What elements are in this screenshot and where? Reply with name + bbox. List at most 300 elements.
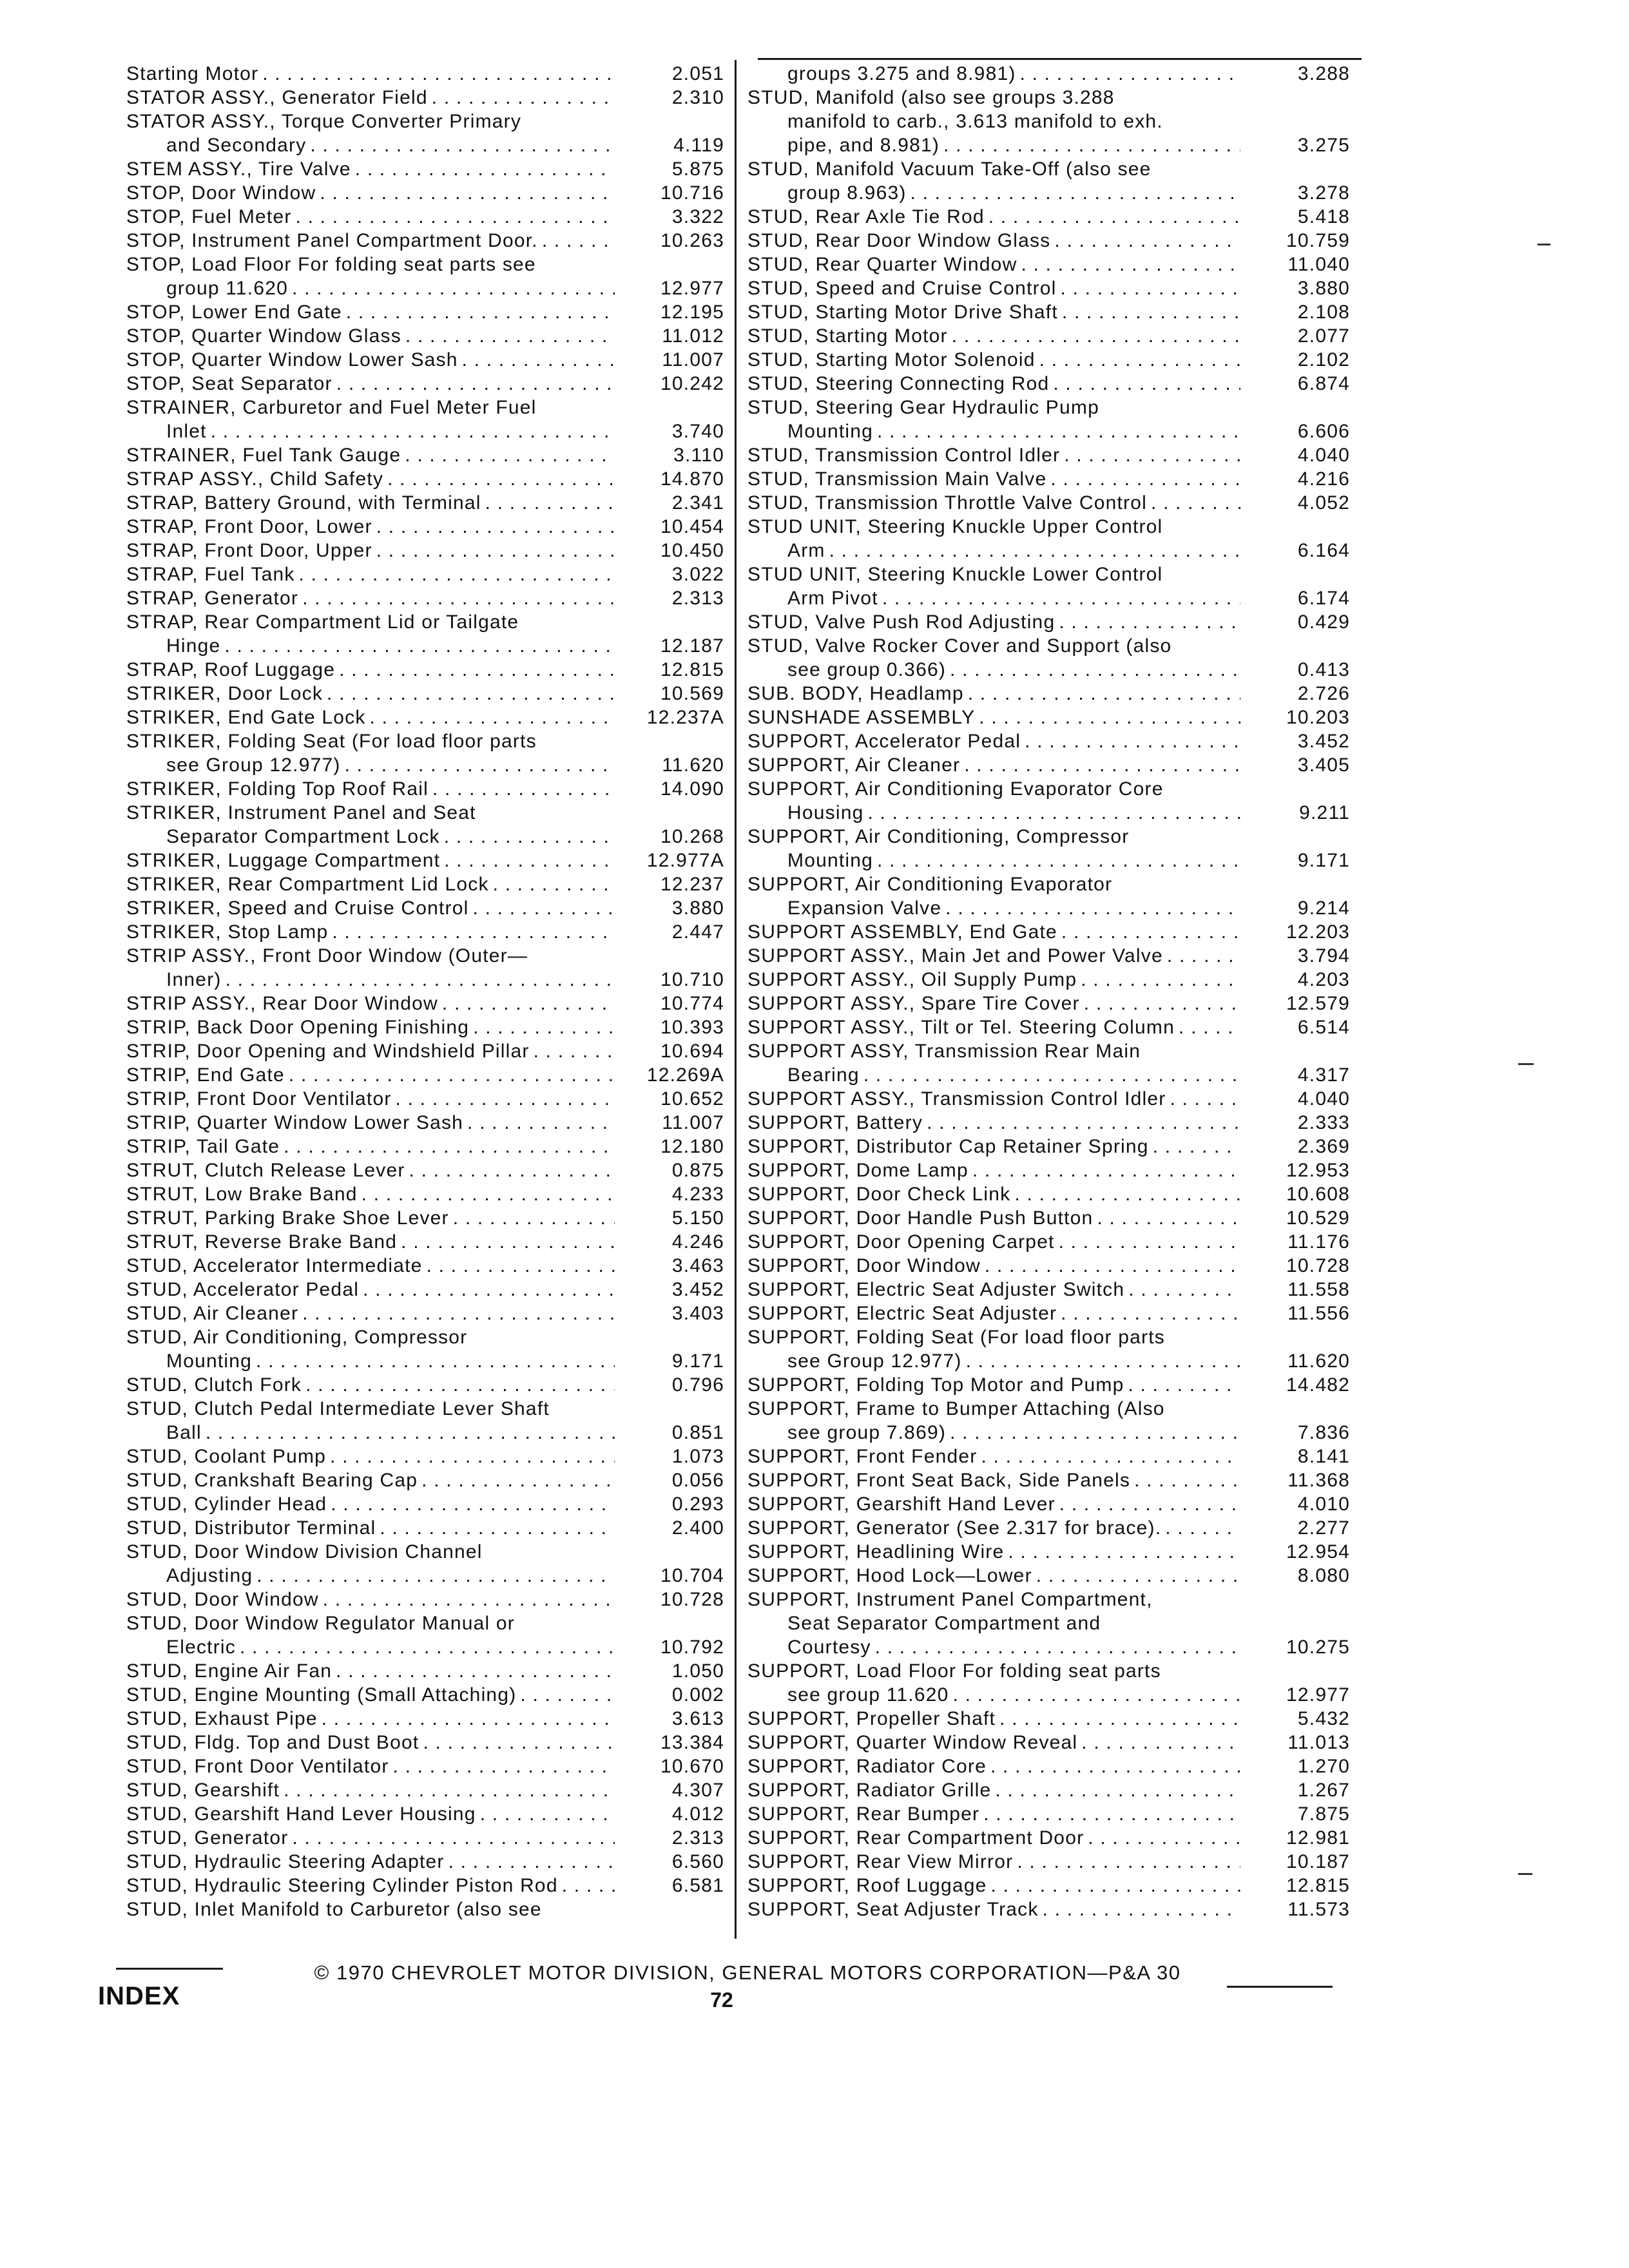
index-entry [747, 825, 1350, 872]
group-number: 12.981 [1286, 1827, 1350, 1849]
dot-leader [520, 1683, 615, 1707]
entry-title-line [126, 1516, 724, 1540]
entry-title-line [747, 1039, 1350, 1063]
dot-leader [911, 181, 1240, 205]
group-number: 11.012 [662, 325, 724, 347]
index-entry [126, 1850, 724, 1874]
entry-title-line [747, 1230, 1350, 1254]
entry-text: SUPPORT, Folding Seat (For load floor parts [747, 1327, 1165, 1348]
entry-title-line [747, 1802, 1350, 1826]
entry-continuation-line [126, 1421, 724, 1445]
dot-leader [990, 1754, 1240, 1778]
entry-title-line [747, 1254, 1350, 1278]
entry-title-line [126, 539, 724, 562]
group-number: 0.851 [671, 1422, 724, 1443]
index-entry [747, 872, 1350, 920]
dot-leader [1008, 1540, 1240, 1564]
entry-text: Arm [787, 540, 825, 561]
dot-leader [927, 1111, 1240, 1135]
index-entry [747, 1039, 1350, 1087]
entry-text: SUPPORT, Accelerator Pedal [747, 731, 1021, 752]
entry-title-line [126, 1683, 724, 1707]
dot-leader [1017, 1850, 1240, 1874]
index-entry [747, 682, 1350, 706]
entry-text: SUPPORT, Generator (See 2.317 for brace). [747, 1517, 1162, 1539]
entry-text: SUPPORT, Door Check Link [747, 1184, 1011, 1205]
entry-title-line [747, 229, 1350, 253]
index-entry [126, 539, 724, 562]
entry-text: STUD, Hydraulic Steering Cylinder Piston Rod [126, 1875, 558, 1896]
index-entry [126, 1230, 724, 1254]
group-number: 2.333 [1297, 1112, 1350, 1133]
dot-leader [950, 658, 1240, 682]
entry-title-line [747, 1778, 1350, 1802]
group-number: 9.214 [1297, 898, 1350, 919]
entry-title-line [747, 634, 1350, 658]
dot-leader [1170, 1087, 1240, 1111]
entry-text: SUPPORT ASSY., Transmission Control Idler [747, 1088, 1166, 1110]
index-entry [747, 1754, 1350, 1778]
group-number: 0.293 [671, 1494, 724, 1515]
entry-text: STOP, Seat Separator [126, 373, 333, 394]
index-entry [747, 1254, 1350, 1278]
entry-title-line [747, 729, 1350, 753]
entry-title-line [747, 1707, 1350, 1731]
entry-text: SUPPORT, Battery [747, 1112, 923, 1133]
group-number: 12.815 [1286, 1875, 1350, 1896]
group-number: 4.040 [1297, 1088, 1350, 1110]
dot-leader [336, 372, 615, 396]
dot-leader [380, 1516, 615, 1540]
entry-text: SUPPORT, Door Window [747, 1255, 981, 1276]
copyright-notice: © 1970 CHEVROLET MOTOR DIVISION, GENERAL MOTORS CORPORATION—P&A 30 [314, 1961, 1181, 1984]
entry-text: see Group 12.977) [166, 754, 341, 776]
group-number: 4.216 [1297, 468, 1350, 490]
entry-text: Ball [166, 1422, 202, 1443]
index-entry [126, 1039, 724, 1063]
entry-text: STUD, Front Door Ventilator [126, 1756, 389, 1777]
entry-title-line [747, 515, 1350, 539]
dot-leader [462, 348, 615, 372]
entry-continuation-line [747, 586, 1350, 610]
dot-leader [284, 1778, 615, 1802]
group-number: 2.313 [671, 1827, 724, 1849]
entry-text: STUD, Transmission Throttle Valve Control [747, 492, 1147, 514]
group-number: 2.102 [1297, 349, 1350, 370]
entry-text: STUD, Steering Connecting Rod [747, 373, 1050, 394]
entry-title-line [747, 1445, 1350, 1468]
entry-text: STUD, Fldg. Top and Dust Boot [126, 1732, 419, 1753]
group-number: 3.110 [673, 445, 724, 466]
index-entry [126, 1373, 724, 1397]
entry-title-line [126, 157, 724, 181]
index-entry [747, 348, 1350, 372]
entry-title-line [747, 372, 1350, 396]
dot-leader [302, 586, 615, 610]
entry-title-line [747, 62, 1350, 86]
entry-title-line [747, 276, 1350, 300]
dot-leader [943, 133, 1240, 157]
entry-title-line [126, 443, 724, 467]
entry-continuation-line [747, 181, 1350, 205]
dot-leader [1059, 610, 1240, 634]
index-entry [747, 1492, 1350, 1516]
group-number: 3.403 [671, 1303, 724, 1324]
index-entry [126, 324, 724, 348]
entry-text: SUNSHADE ASSEMBLY [747, 707, 976, 728]
dot-leader [1050, 467, 1240, 491]
top-rule [758, 58, 1362, 60]
index-entry [126, 1302, 724, 1325]
entry-title-line [126, 324, 724, 348]
entry-text: STRIKER, Folding Top Roof Rail [126, 778, 429, 800]
entry-text: STUD, Inlet Manifold to Carburetor (also see [126, 1899, 542, 1920]
index-entry [747, 1135, 1350, 1158]
index-entry [747, 1302, 1350, 1325]
entry-title-line [126, 348, 724, 372]
dot-leader [396, 1087, 615, 1111]
group-number: 10.263 [660, 230, 724, 251]
entry-text: SUPPORT ASSY., Main Jet and Power Valve [747, 945, 1163, 966]
group-number: 4.307 [671, 1780, 724, 1801]
entry-text: STUD, Valve Push Rod Adjusting [747, 611, 1055, 633]
entry-title-line [126, 586, 724, 610]
index-entry [126, 896, 724, 920]
entry-text: STRIKER, End Gate Lock [126, 707, 366, 728]
entry-text: STRIP, Door Opening and Windshield Pillar [126, 1041, 530, 1062]
entry-title-line [747, 1278, 1350, 1302]
index-entry [126, 86, 724, 110]
index-entry [747, 1397, 1350, 1445]
entry-title-line [126, 1135, 724, 1158]
group-number: 8.141 [1297, 1446, 1350, 1467]
group-number: 2.310 [671, 87, 724, 108]
entry-text: manifold to carb., 3.613 manifold to exh. [787, 111, 1163, 132]
dot-leader [393, 1754, 615, 1778]
index-entry [126, 1063, 724, 1087]
left-index-column [126, 62, 724, 1921]
entry-text: STRIKER, Luggage Compartment [126, 850, 441, 871]
entry-title-line [747, 1302, 1350, 1325]
dot-leader [405, 324, 615, 348]
entry-title-line [126, 372, 724, 396]
dot-leader [361, 1182, 615, 1206]
entry-text: SUPPORT, Frame to Bumper Attaching (Also [747, 1398, 1165, 1419]
entry-text: STUD, Engine Air Fan [126, 1660, 333, 1682]
index-entry [126, 586, 724, 610]
entry-title-line [747, 1397, 1350, 1421]
entry-text: Housing [787, 802, 864, 823]
group-number: 2.051 [671, 63, 724, 84]
index-entry [126, 729, 724, 777]
group-number: 1.270 [1297, 1756, 1350, 1777]
entry-text: SUPPORT, Radiator Grille [747, 1780, 992, 1801]
entry-continuation-line [126, 133, 724, 157]
group-number: 12.237 [660, 874, 724, 895]
entry-title-line [126, 1754, 724, 1778]
dot-leader [432, 777, 615, 801]
group-number: 0.429 [1297, 611, 1350, 633]
entry-title-line [747, 1516, 1350, 1540]
entry-continuation-line [747, 1421, 1350, 1445]
entry-title-line [747, 205, 1350, 229]
entry-title-line [747, 706, 1350, 729]
index-entry [747, 157, 1350, 205]
entry-text: STUD, Valve Rocker Cover and Support (also [747, 635, 1172, 657]
entry-continuation-line [747, 110, 1350, 133]
entry-text: Expansion Valve [787, 898, 942, 919]
entry-continuation-line [747, 1063, 1350, 1087]
dot-leader [1061, 920, 1240, 944]
entry-text: Seat Separator Compartment and [787, 1613, 1101, 1634]
dot-leader [988, 205, 1240, 229]
group-number: 3.880 [671, 898, 724, 919]
entry-text: STRAINER, Carburetor and Fuel Meter Fuel [126, 397, 537, 418]
entry-title-line [126, 253, 724, 276]
entry-text: STRAP, Front Door, Upper [126, 540, 372, 561]
entry-title-line [126, 62, 724, 86]
entry-title-line [747, 1373, 1350, 1397]
entry-title-line [747, 300, 1350, 324]
entry-text: STRIP ASSY., Front Door Window (Outer— [126, 945, 528, 966]
entry-text: STOP, Instrument Panel Compartment Door. [126, 230, 538, 251]
entry-text: STUD UNIT, Steering Knuckle Lower Control [747, 564, 1163, 585]
entry-text: STUD, Accelerator Intermediate [126, 1255, 423, 1276]
dot-leader [882, 586, 1240, 610]
entry-title-line [747, 1468, 1350, 1492]
dot-leader [339, 658, 615, 682]
dot-leader [952, 324, 1240, 348]
index-entry [126, 1826, 724, 1850]
entry-text: see group 7.869) [787, 1422, 947, 1443]
dot-leader [964, 753, 1240, 777]
group-number: 12.977 [1286, 1684, 1350, 1706]
group-number: 10.774 [660, 993, 724, 1014]
index-entry [126, 1278, 724, 1302]
dot-leader [493, 872, 615, 896]
index-entry [747, 1278, 1350, 1302]
index-entry [747, 1898, 1350, 1921]
entry-text: Hinge [166, 635, 221, 657]
entry-text: SUPPORT, Air Conditioning, Compressor [747, 826, 1130, 847]
entry-text: STUD, Accelerator Pedal [126, 1279, 360, 1300]
dot-leader [1036, 1564, 1240, 1588]
dot-leader [427, 1254, 615, 1278]
dot-leader [296, 205, 615, 229]
entry-text: STRIP, Tail Gate [126, 1136, 280, 1157]
entry-title-line [126, 110, 724, 133]
group-number: 3.463 [671, 1255, 724, 1276]
entry-continuation-line [126, 1564, 724, 1588]
group-number: 11.007 [662, 349, 724, 370]
entry-title-line [747, 992, 1350, 1015]
index-entry [126, 1802, 724, 1826]
entry-text: SUPPORT, Headlining Wire [747, 1541, 1005, 1562]
group-number: 10.454 [660, 516, 724, 537]
entry-title-line [747, 1182, 1350, 1206]
entry-continuation-line [126, 753, 724, 777]
index-entry [747, 1874, 1350, 1898]
entry-text: see group 11.620 [787, 1684, 949, 1706]
index-entry [126, 1468, 724, 1492]
group-number: 6.164 [1297, 540, 1350, 561]
dot-leader [1043, 1898, 1240, 1921]
entry-text: STUD, Air Conditioning, Compressor [126, 1327, 468, 1348]
entry-text: see group 0.366) [787, 659, 947, 680]
entry-text: STOP, Fuel Meter [126, 206, 292, 227]
entry-text: STUD, Generator [126, 1827, 289, 1849]
dot-leader [226, 968, 615, 992]
dot-leader [448, 1850, 615, 1874]
entry-text: STUD, Transmission Control Idler [747, 445, 1061, 466]
entry-title-line [126, 1874, 724, 1898]
entry-text: STOP, Quarter Window Lower Sash [126, 349, 458, 370]
entry-title-line [747, 1158, 1350, 1182]
entry-text: STUD, Door Window [126, 1589, 319, 1610]
entry-title-line [126, 467, 724, 491]
index-entry [747, 1015, 1350, 1039]
entry-text: Separator Compartment Lock [166, 826, 440, 847]
entry-text: Courtesy [787, 1637, 871, 1658]
entry-title-line [126, 1278, 724, 1302]
index-entry [126, 1611, 724, 1659]
entry-title-line [747, 1850, 1350, 1874]
entry-text: STRIP, End Gate [126, 1064, 285, 1086]
group-number: 12.203 [1286, 921, 1350, 943]
dot-leader [1165, 1516, 1240, 1540]
dot-leader [1128, 1373, 1241, 1397]
index-entry [126, 467, 724, 491]
index-entry [747, 62, 1350, 86]
group-number: 4.233 [671, 1184, 724, 1205]
dot-leader [999, 1707, 1240, 1731]
dot-leader [421, 1468, 615, 1492]
group-number: 11.620 [662, 754, 724, 776]
entry-text: STUD, Steering Gear Hydraulic Pump [747, 397, 1099, 418]
index-entry [126, 1182, 724, 1206]
index-entry [747, 992, 1350, 1015]
dot-leader [453, 1206, 615, 1230]
entry-text: STUD, Manifold (also see groups 3.288 [747, 87, 1115, 108]
entry-title-line [126, 1302, 724, 1325]
entry-title-line [126, 1826, 724, 1850]
group-number: 6.514 [1297, 1017, 1350, 1038]
entry-title-line [126, 1015, 724, 1039]
group-number: 5.150 [671, 1207, 724, 1229]
dot-leader [1153, 1135, 1240, 1158]
entry-text: STRIKER, Instrument Panel and Seat [126, 802, 476, 823]
dot-leader [1179, 1015, 1240, 1039]
index-entry [747, 276, 1350, 300]
entry-text: STUD UNIT, Steering Knuckle Upper Control [747, 516, 1163, 537]
right-index-column [747, 62, 1350, 1921]
entry-title-line [126, 1492, 724, 1516]
index-entry [747, 1540, 1350, 1564]
dot-leader [332, 920, 615, 944]
group-number: 0.002 [671, 1684, 724, 1706]
entry-text: STUD, Clutch Pedal Intermediate Lever Shaft [126, 1398, 550, 1419]
group-number: 10.393 [660, 1017, 724, 1038]
entry-title-line [126, 491, 724, 515]
entry-continuation-line [747, 801, 1350, 825]
entry-text: SUPPORT, Air Conditioning Evaporator Core [747, 778, 1164, 800]
entry-title-line [126, 1087, 724, 1111]
index-entry [747, 920, 1350, 944]
group-number: 2.726 [1297, 683, 1350, 704]
index-entry [126, 205, 724, 229]
index-entry [747, 634, 1350, 682]
index-label: INDEX [98, 1982, 180, 2010]
entry-text: STUD, Air Cleaner [126, 1303, 299, 1324]
entry-text: STRUT, Parking Brake Shoe Lever [126, 1207, 449, 1229]
group-number: 7.875 [1297, 1803, 1350, 1825]
dot-leader [432, 86, 615, 110]
entry-title-line [747, 1087, 1350, 1111]
entry-text: SUPPORT, Electric Seat Adjuster [747, 1303, 1057, 1324]
index-entry [747, 1182, 1350, 1206]
group-number: 10.268 [660, 826, 724, 847]
entry-continuation-line [126, 968, 724, 992]
entry-text: SUPPORT ASSY., Tilt or Tel. Steering Column [747, 1017, 1175, 1038]
group-number: 10.792 [660, 1637, 724, 1658]
dot-leader [863, 1063, 1240, 1087]
group-number: 12.180 [660, 1136, 724, 1157]
group-number: 0.056 [671, 1470, 724, 1491]
index-entry [126, 1445, 724, 1468]
index-entry [126, 1135, 724, 1158]
index-entry [126, 1087, 724, 1111]
dot-leader [467, 1111, 615, 1135]
entry-title-line [747, 1015, 1350, 1039]
entry-title-line [126, 1182, 724, 1206]
index-entry [747, 1158, 1350, 1182]
entry-title-line [747, 348, 1350, 372]
entry-title-line [747, 1135, 1350, 1158]
index-entry [126, 157, 724, 181]
entry-title-line [126, 1397, 724, 1421]
entry-title-line [126, 1659, 724, 1683]
group-number: 9.211 [1299, 802, 1350, 823]
group-number: 3.452 [671, 1279, 724, 1300]
index-entry [126, 110, 724, 157]
entry-text: STATOR ASSY., Generator Field [126, 87, 428, 108]
index-entry [126, 610, 724, 658]
entry-text: SUPPORT ASSY., Oil Supply Pump [747, 969, 1077, 990]
entry-text: STUD, Starting Motor Drive Shaft [747, 302, 1058, 323]
entry-text: Mounting [787, 850, 874, 871]
dot-leader [1054, 229, 1240, 253]
group-number: 5.418 [1297, 206, 1350, 227]
dot-leader [867, 801, 1240, 825]
entry-title-line [126, 610, 724, 634]
entry-text: STOP, Door Window [126, 182, 316, 204]
group-number: 10.242 [660, 373, 724, 394]
dot-leader [1053, 372, 1240, 396]
entry-title-line [747, 324, 1350, 348]
entry-continuation-line [747, 1635, 1350, 1659]
entry-continuation-line [126, 419, 724, 443]
entry-continuation-line [747, 658, 1350, 682]
index-entry [747, 1826, 1350, 1850]
index-entry [126, 992, 724, 1015]
entry-title-line [126, 1039, 724, 1063]
dot-leader [1128, 1278, 1240, 1302]
group-number: 11.007 [662, 1112, 724, 1133]
dot-leader [387, 467, 615, 491]
entry-title-line [126, 1063, 724, 1087]
index-entry [747, 372, 1350, 396]
index-entry [126, 1659, 724, 1683]
